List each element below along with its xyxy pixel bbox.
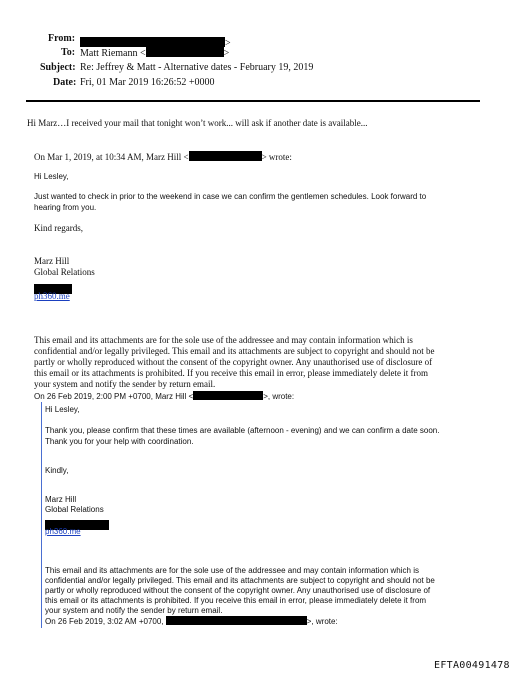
- reply1-disclaimer-1: This email and its attachments are for the sole use of the addressee and may contain information which is: [34, 335, 413, 345]
- reply2-disclaimer-4: this email or its attachments is prohibited. If you receive this email in error, please immediately delete it from: [45, 596, 427, 605]
- document-id: EFTA00491478: [434, 660, 510, 671]
- date-value: Fri, 01 Mar 2019 16:26:52 +0000: [80, 77, 215, 88]
- reply1-message-line1: Just wanted to check in prior to the weekend in case we can confirm the gentlemen schedules. Look forward to: [34, 192, 427, 201]
- reply1-message-line2: hearing from you.: [34, 203, 97, 212]
- reply3-attribution: [45, 616, 338, 626]
- reply2-attribution-end: >, wrote:: [263, 392, 295, 401]
- reply1-disclaimer-2: confidential and/or legally privileged. This email and its attachments are subject to copyright and should not be: [34, 346, 435, 356]
- reply2-sig-title: Global Relations: [45, 505, 104, 514]
- reply2-message-line1: Thank you, please confirm that these times are available (afternoon - evening) and we can confirm a date soon.: [45, 426, 440, 435]
- reply2-disclaimer-3: partly or wholly reproduced without the consent of the copyright owner. Any unauthorised use of disclosure of: [45, 586, 431, 595]
- reply2-disclaimer-5: your system and notify the sender by return email.: [45, 606, 223, 615]
- header-divider: [26, 100, 480, 102]
- subject-value: Re: Jeffrey & Matt - Alternative dates - February 19, 2019: [80, 62, 314, 73]
- subject-label: Subject:: [40, 62, 76, 73]
- reply2-attribution-start: On 26 Feb 2019, 2:00 PM +0700, Marz Hill <: [34, 392, 194, 401]
- reply1-attribution: [34, 151, 292, 162]
- reply1-disclaimer-4: this email or its attachments is prohibited. If you receive this email in error, please immediately delete it from: [34, 368, 429, 378]
- to-value: [80, 47, 229, 59]
- from-label: From:: [48, 33, 76, 44]
- date-label: Date:: [53, 77, 77, 88]
- reply2-regards: Kindly,: [45, 466, 69, 475]
- to-label: To:: [61, 47, 76, 58]
- reply1-disclaimer-3: partly or wholly reproduced without the consent of the copyright owner. Any unauthorised use of disclosure of: [34, 357, 433, 367]
- reply2-disclaimer-2: confidential and/or legally privileged. This email and its attachments are subject to copyright and should not be: [45, 576, 435, 585]
- reply1-sig-title: Global Relations: [34, 267, 95, 277]
- reply1-regards: Kind regards,: [34, 223, 83, 233]
- reply2-sig-name: Marz Hill: [45, 495, 77, 504]
- reply3-attribution-end: >, wrote:: [306, 617, 338, 626]
- quote-bar: [41, 402, 42, 628]
- reply2-greeting: Hi Lesley,: [45, 405, 80, 414]
- reply2-disclaimer-1: This email and its attachments are for the sole use of the addressee and may contain information which is: [45, 566, 419, 575]
- reply1-attribution-end: > wrote:: [261, 152, 292, 162]
- reply3-attribution-start: On 26 Feb 2019, 3:02 AM +0700,: [45, 617, 164, 626]
- reply2-sig-link[interactable]: ph360.me: [45, 527, 81, 536]
- from-close-bracket: >: [225, 38, 231, 49]
- to-name: Matt Riemann <: [80, 48, 146, 59]
- reply1-sig-link[interactable]: ph360.me: [34, 291, 70, 301]
- reply1-disclaimer-5: your system and notify the sender by return email.: [34, 379, 216, 389]
- reply2-attribution: [34, 391, 294, 401]
- body-text: Hi Marz…I received your mail that tonight won’t work... will ask if another date is available...: [27, 118, 368, 128]
- reply1-greeting: Hi Lesley,: [34, 172, 69, 181]
- to-close-bracket: >: [223, 48, 230, 59]
- reply2-message-line2: Thank you for your help with coordination.: [45, 437, 194, 446]
- reply1-sig-name: Marz Hill: [34, 256, 70, 266]
- reply1-attribution-start: On Mar 1, 2019, at 10:34 AM, Marz Hill <: [34, 152, 189, 162]
